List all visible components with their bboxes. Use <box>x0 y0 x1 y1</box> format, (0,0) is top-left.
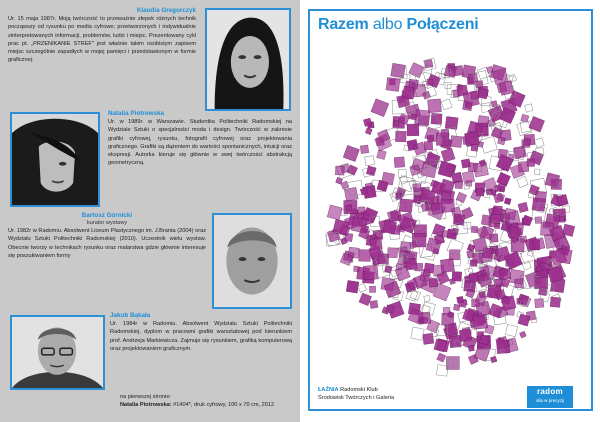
venue-name: ŁAŹNIA <box>318 387 339 393</box>
artist-role: kurator wystawy <box>86 220 128 226</box>
caption-artist: Natalia Piotrowska: <box>120 402 172 408</box>
exhibition-cover <box>300 0 600 422</box>
artist-bio: Ur. 1982r w Radomiu. Absolwent Liceum Plastycznego im. J.Branta (2004) oraz Wydziału Sztuki Politechniki Radomskiej (2010). Uczestnik wielu wystaw. Obecnie tworzy w technikach rysunku oraz malarstwa gdzie głównie interesuje się poszukiwaniem formy <box>8 228 206 259</box>
venue-subtitle: Radomski Klub <box>338 387 378 393</box>
logo-tagline: siła w precyzji <box>536 398 564 403</box>
portrait-photo <box>10 112 100 207</box>
venue-info <box>318 387 394 402</box>
artist-name: Klaudia Gregorczyk <box>136 7 196 14</box>
artist-name: Natalia Piotrowska <box>108 110 164 117</box>
caption-intro: na pierwszej stronie: <box>120 394 171 400</box>
caption-details: #1404*, druk cyfrowy, 100 x 70 cm, 2012 <box>171 402 275 408</box>
bio-klaudia <box>8 7 196 65</box>
title-word-1: Razem <box>318 16 369 33</box>
abstract-cube-artwork <box>300 0 600 422</box>
radom-logo <box>527 386 573 408</box>
caption-work <box>120 401 274 409</box>
venue-line-2: Środowisk Twórczych i Galeria <box>318 394 395 401</box>
venue-line-1 <box>318 387 394 395</box>
bio-natalia <box>108 110 292 168</box>
portrait-photo <box>212 213 292 309</box>
portrait-photo <box>205 8 291 111</box>
artist-name: Jakub Bąkała <box>110 312 151 319</box>
title-connector: albo <box>368 16 407 33</box>
artist-name: Bartosz Górnicki <box>81 212 133 219</box>
bio-jakub <box>110 312 292 353</box>
bio-bartosz <box>8 212 206 260</box>
cover-caption <box>120 393 274 409</box>
artist-bio: Ur. 1984r w Radomiu. Absolwent Wydziału Sztuki Politechniki Radomskiej, dyplom w pracowni grafiki warsztatowej pod kierunkiem prof. Andrzeja Markiewicza. Zajmuje się rysunkiem, grafiką komputerową oraz projektowaniem graficznym. <box>110 321 292 352</box>
portrait-photo <box>10 315 105 390</box>
artist-bio: Ur. 15 maja 1987r. Moją twórczość to przeważnie złepek różnych technik począwszy od rysunku po media cyfrowe; przetworzonych i indywidualnie zinterpretowanych informacji, problemów, ludzi i miejsc. Prezentowany cykl prac pt. „PRZENIKANIE STREF" jest właśnie takim osobistym zapisem miejsc szczególnie zapadłych w mojej pamięci i przedstawionym w formie graficznej. <box>8 16 196 64</box>
artist-bio: Ur. w 1989r. w Warszawie. Studentka Politechniki Radomskiej na Wydziale Sztuki o specjalności moda i design. Twórczość w zakresie grafiki cyfrowej, rysunku, fotografii cyfrowej oraz projektowania graficznego. Grafiki są dążeniem do wartości spontanicznych, intuicji oraz ekspresji. Autorka kieruje się głównie w swej twórczości abstrakcją geometryczną. <box>108 119 292 167</box>
title-word-2: Połączeni <box>406 16 479 33</box>
logo-word: radom <box>537 387 563 396</box>
